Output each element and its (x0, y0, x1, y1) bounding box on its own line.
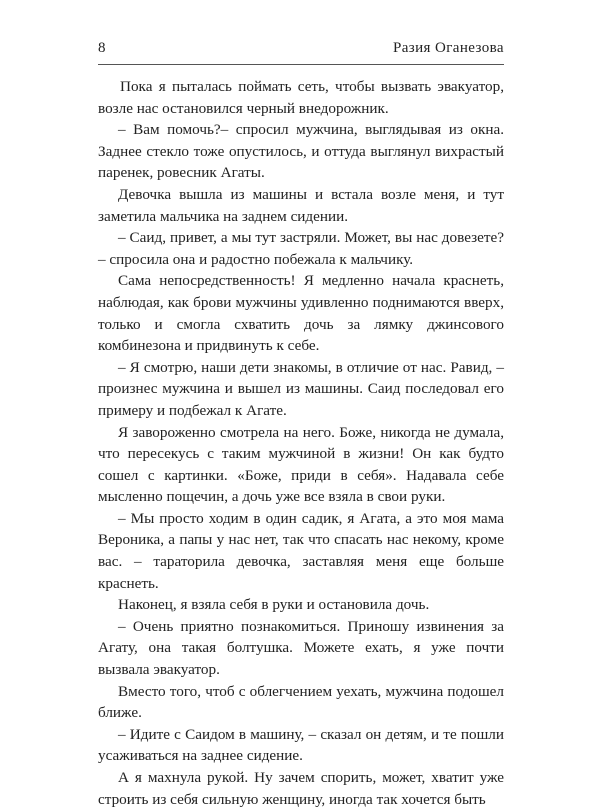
paragraph: – Я смотрю, наши дети знакомы, в отличие от нас. Равид, – произнес мужчина и вышел из машины. Саид последовал его примеру и подбежал к Агате. (98, 358, 504, 419)
paragraph: Пока я пыталась поймать сеть, чтобы вызвать эвакуатор, возле нас остановился черный внедорожник. (98, 78, 504, 117)
paragraph: – Вам помочь?– спросил мужчина, выглядывая из окна. Заднее стекло тоже опустилось, и оттуда выглянул вихрастый паренек, ровесник Агаты. (98, 121, 504, 182)
paragraph: А я махнула рукой. Ну зачем спорить, может, хватит уже строить из себя сильную женщину, иногда так хочется быть (98, 769, 504, 808)
paragraph: Наконец, я взяла себя в руки и остановила дочь. (118, 596, 430, 614)
paragraph: Я завороженно смотрела на него. Боже, никогда не думала, что пересекусь с таким мужчиной в жизни! Он как будто сошел с картинки. «Боже, приди в себя». Надавала себе мысленно пощечин, а дочь уже все взяла в свои руки. (98, 423, 504, 506)
paragraph: Сама непосредственность! Я медленно начала краснеть, наблюдая, как брови мужчины удивленно поднимаются вверх, только и смогла схватить дочь за лямку джинсового комбинезона и придвинуть к себе. (98, 272, 504, 355)
paragraph: Вместо того, чтоб с облегчением уехать, мужчина подошел ближе. (98, 682, 504, 722)
paragraph: Девочка вышла из машины и встала возле меня, и тут заметила мальчика на заднем сидении. (98, 185, 504, 225)
running-header (98, 40, 504, 62)
paragraph: – Саид, привет, а мы тут застряли. Может, вы нас довезете? – спросила она и радостно побежала к мальчику. (98, 229, 504, 268)
paragraph: – Мы просто ходим в один садик, я Агата, а это моя мама Вероника, а папы у нас нет, так что спасать нас некому, кроме вас. – тараторила девочка, заставляя меня еще больше краснеть. (98, 509, 504, 592)
page-body (98, 76, 504, 810)
header-rule (98, 64, 504, 65)
author-name: Разия Оганезова (393, 40, 504, 56)
paragraph: – Очень приятно познакомиться. Приношу извинения за Агату, она такая болтушка. Можете ехать, я уже почти вызвала эвакуатор. (98, 617, 504, 679)
paragraph: – Идите с Саидом в машину, – сказал он детям, и те пошли усаживаться на заднее сидение. (98, 725, 504, 765)
page-number: 8 (98, 40, 106, 56)
